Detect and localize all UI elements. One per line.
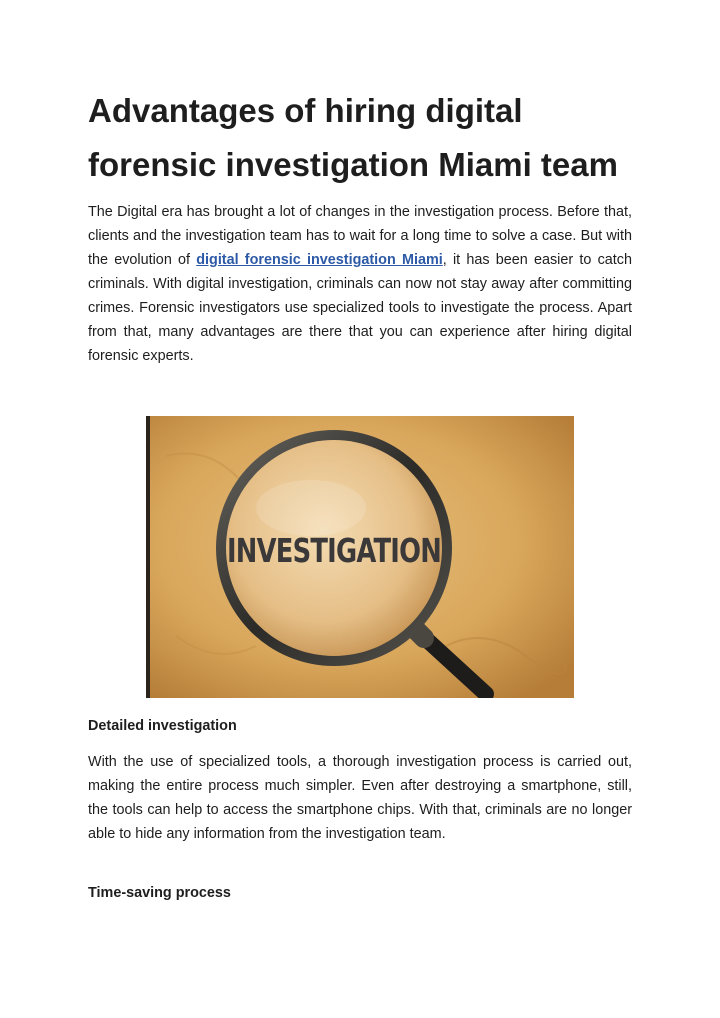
intro-text-after-link: , it has been easier to catch criminals. With digital investigation, criminals can now not stay away after committing crimes. Forensic investigators use specialized tools to investigate the process. Apart from that, many advantages are there that you can experience after hiring digital forensic experts. — [88, 252, 632, 364]
intro-paragraph — [88, 200, 632, 368]
forensic-investigation-link[interactable]: digital forensic investigation Miami — [196, 252, 443, 268]
intro-text-before-link: The Digital era has brought a lot of changes in the investigation process. Before that, clients and the investigation team has to wait for a long time to solve a case. But with the evolution of — [88, 204, 632, 268]
investigation-image — [146, 416, 574, 698]
section-body-detailed: With the use of specialized tools, a thorough investigation process is carried out, making the entire process much simpler. Even after destroying a smartphone, still, the tools can help to access the smartphone chips. With that, criminals are no longer able to hide any information from the investigation team. — [88, 754, 632, 842]
section-heading-detailed: Detailed investigation — [88, 718, 237, 734]
section-heading-time-saving: Time-saving process — [88, 885, 231, 901]
page-title: Advantages of hiring digital forensic investigation Miami team — [88, 92, 618, 183]
lens-text: INVESTIGATION — [227, 531, 441, 570]
